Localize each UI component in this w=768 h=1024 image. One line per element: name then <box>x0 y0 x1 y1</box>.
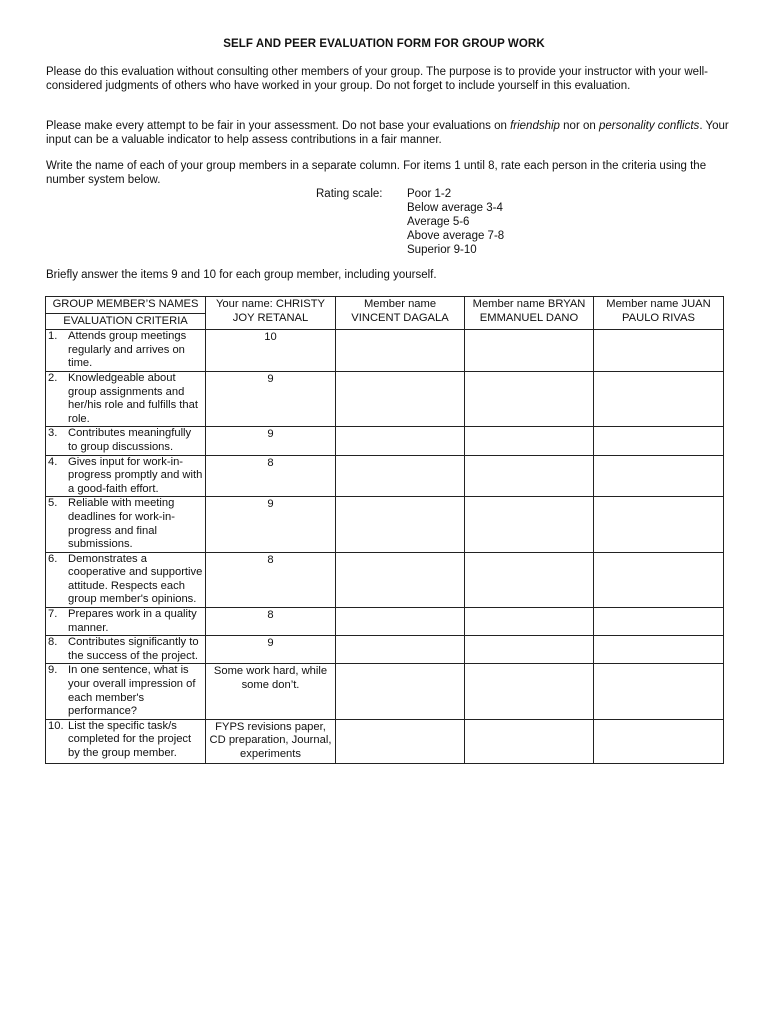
rating-cell[interactable]: 9 <box>206 427 336 455</box>
criterion <box>46 636 205 663</box>
rating-level: Poor 1-2 <box>407 188 452 200</box>
header-criteria-cell <box>46 297 206 330</box>
rating-cell[interactable] <box>594 427 724 455</box>
criterion-cell <box>46 455 206 497</box>
member-name-header[interactable]: Member name VINCENT DAGALA <box>336 297 465 330</box>
rating-cell[interactable]: FYPS revisions paper, CD preparation, Journal, experiments <box>206 719 336 763</box>
table-row <box>46 719 724 763</box>
criterion-number: 10. <box>48 719 64 732</box>
criterion-number: 5. <box>48 497 58 510</box>
header-member-names: GROUP MEMBER’S NAMES <box>52 298 199 310</box>
criterion-number: 8. <box>48 636 58 649</box>
rating-cell[interactable] <box>594 497 724 552</box>
criterion-text: Attends group meetings regularly and arrives on time. <box>68 330 187 370</box>
criterion-text: Gives input for work-in-progress promptly and with a good-faith effort. <box>68 455 203 495</box>
criterion <box>46 720 205 761</box>
rating-cell[interactable] <box>594 719 724 763</box>
rating-cell[interactable]: 8 <box>206 455 336 497</box>
rating-cell[interactable] <box>336 330 465 372</box>
fairness-text-3: . Your input can be a valuable indicator to help assess contributions in a fair manner. <box>46 120 729 146</box>
table-row <box>46 371 724 426</box>
member-name-header[interactable]: Member name BRYAN EMMANUEL DANO <box>465 297 594 330</box>
rating-cell[interactable] <box>465 664 594 719</box>
table-header-row <box>46 297 724 330</box>
criterion <box>46 497 205 551</box>
rating-cell[interactable]: 9 <box>206 371 336 426</box>
criterion-cell <box>46 664 206 719</box>
criterion <box>46 427 205 454</box>
criterion-text: Contributes meaningfully to group discussions. <box>68 427 192 453</box>
rating-cell[interactable] <box>336 636 465 664</box>
criterion-cell <box>46 608 206 636</box>
criteria-table-body <box>46 330 724 763</box>
fairness-paragraph <box>46 119 730 147</box>
fairness-friendship: friendship <box>510 120 560 132</box>
member-name-header[interactable]: Your name: CHRISTY JOY RETANAL <box>206 297 336 330</box>
rating-scale-levels <box>407 187 607 257</box>
criterion-text: List the specific task/s completed for the project by the group member. <box>68 719 192 759</box>
criterion <box>46 372 205 426</box>
fairness-text-2: nor on <box>559 120 599 132</box>
header-evaluation-criteria: EVALUATION CRITERIA <box>46 313 205 330</box>
member-name-header[interactable]: Member name JUAN PAULO RIVAS <box>594 297 724 330</box>
rating-cell[interactable]: 8 <box>206 552 336 607</box>
criterion <box>46 330 205 371</box>
rating-level: Average 5-6 <box>407 216 470 228</box>
rating-cell[interactable]: 9 <box>206 497 336 552</box>
rating-cell[interactable] <box>465 719 594 763</box>
intro-paragraph: Please do this evaluation without consulting other members of your group. The purpose is to provide your instructor with your well-considered judgments of others who have worked in your group. Do not forget to include yourself in this evaluation. <box>46 66 709 92</box>
criterion-text: Reliable with meeting deadlines for work-in-progress and final submissions. <box>68 497 175 551</box>
criterion-number: 1. <box>48 330 58 343</box>
criterion-cell <box>46 719 206 763</box>
rating-scale-label: Rating scale: <box>316 188 383 200</box>
rating-cell[interactable]: 9 <box>206 636 336 664</box>
criterion <box>46 553 205 607</box>
criterion-number: 6. <box>48 552 58 565</box>
rating-cell[interactable] <box>465 636 594 664</box>
criterion-cell <box>46 552 206 607</box>
fairness-text-1: Please make every attempt to be fair in your assessment. Do not base your evaluations on <box>46 120 511 132</box>
criterion-text: In one sentence, what is your overall impression of each member's performance? <box>68 664 196 718</box>
rating-cell[interactable] <box>594 608 724 636</box>
rating-cell[interactable]: 10 <box>206 330 336 372</box>
evaluation-table <box>45 296 724 764</box>
criterion-number: 9. <box>48 664 58 677</box>
table-row <box>46 636 724 664</box>
rating-cell[interactable] <box>336 552 465 607</box>
criterion-text: Contributes significantly to the success of the project. <box>68 636 199 662</box>
table-row <box>46 497 724 552</box>
rating-cell[interactable] <box>336 371 465 426</box>
rating-cell[interactable] <box>594 455 724 497</box>
table-row <box>46 608 724 636</box>
criterion-number: 2. <box>48 371 58 384</box>
rating-cell[interactable] <box>336 427 465 455</box>
criterion-cell <box>46 497 206 552</box>
criterion-cell <box>46 330 206 372</box>
rating-cell[interactable] <box>336 719 465 763</box>
rating-cell[interactable] <box>594 636 724 664</box>
rating-cell[interactable] <box>594 371 724 426</box>
criterion <box>46 456 205 497</box>
rating-cell[interactable] <box>465 608 594 636</box>
criterion <box>46 664 205 718</box>
rating-cell[interactable] <box>336 608 465 636</box>
criterion-cell <box>46 636 206 664</box>
table-row <box>46 455 724 497</box>
table-row <box>46 427 724 455</box>
rating-cell[interactable] <box>465 497 594 552</box>
rating-level: Above average 7-8 <box>407 230 505 242</box>
criterion-text: Demonstrates a cooperative and supportive attitude. Respects each group member's opinions. <box>68 552 203 606</box>
fairness-conflicts: personality conflicts <box>598 120 700 132</box>
rating-cell[interactable] <box>594 330 724 372</box>
rating-cell[interactable] <box>465 330 594 372</box>
rating-level: Superior 9-10 <box>407 244 477 256</box>
rating-cell[interactable] <box>465 427 594 455</box>
rating-cell[interactable]: Some work hard, while some don’t. <box>206 664 336 719</box>
table-row <box>46 330 724 372</box>
rating-cell[interactable] <box>594 552 724 607</box>
rating-cell[interactable] <box>336 455 465 497</box>
rating-cell[interactable] <box>336 497 465 552</box>
instructions-paragraph: Write the name of each of your group members in a separate column. For items 1 until 8, rate each person in the criteria using the number system below. <box>46 160 707 186</box>
rating-cell[interactable] <box>465 552 594 607</box>
form-title: SELF AND PEER EVALUATION FORM FOR GROUP WORK <box>223 38 545 50</box>
brief-paragraph: Briefly answer the items 9 and 10 for each group member, including yourself. <box>46 269 437 281</box>
criterion-text: Prepares work in a quality manner. <box>68 608 197 634</box>
rating-cell[interactable] <box>594 664 724 719</box>
criterion-cell <box>46 371 206 426</box>
criterion-number: 3. <box>48 427 58 440</box>
rating-level: Below average 3-4 <box>407 202 503 214</box>
table-row <box>46 664 724 719</box>
criterion <box>46 608 205 635</box>
criterion-number: 7. <box>48 608 58 621</box>
criterion-number: 4. <box>48 455 58 468</box>
rating-cell[interactable]: 8 <box>206 608 336 636</box>
rating-cell[interactable] <box>465 371 594 426</box>
rating-cell[interactable] <box>465 455 594 497</box>
table-row <box>46 552 724 607</box>
rating-cell[interactable] <box>336 664 465 719</box>
criterion-text: Knowledgeable about group assignments and her/his role and fulfills that role. <box>68 371 198 425</box>
criterion-cell <box>46 427 206 455</box>
